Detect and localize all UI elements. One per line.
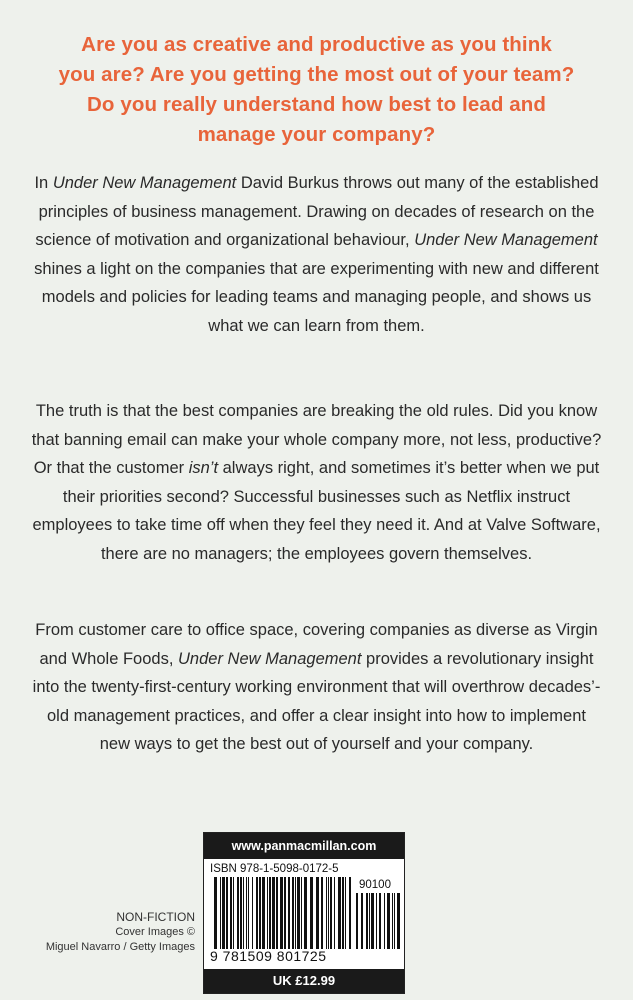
barcode-stripe: [384, 893, 385, 949]
headline-line: manage your company?: [197, 123, 436, 146]
price-label: UK £12.99: [204, 969, 404, 993]
barcode-stripe: [222, 877, 225, 949]
price-barcode: [356, 893, 400, 949]
barcode-stripe: [301, 877, 302, 949]
emphasis: isn’t: [188, 459, 219, 477]
barcode-stripe: [379, 893, 381, 949]
barcode-stripe: [243, 877, 244, 949]
blurb-paragraph-2: The truth is that the best companies are breaking the old rules. Did you know that banning email can make your whole company more, not less, productive? Or that the customer isn’t always right, and sometimes it’s better when we put their priorities second? Successful businesses such as Netflix instruct employees to take time off when they feel they need it. And at Valve Software, there are no managers; the employees govern themselves.: [31, 402, 602, 563]
barcode-stripe: [342, 877, 344, 949]
barcode-stripe: [226, 877, 228, 949]
headline-line: you are? Are you getting the most out of your team?: [58, 63, 575, 86]
barcode-stripe: [284, 877, 286, 949]
barcode-stripe: [387, 893, 390, 949]
barcode-stripe: [248, 877, 249, 949]
credit-line: Miguel Navarro / Getty Images: [45, 941, 195, 953]
barcode-stripe: [328, 877, 329, 949]
barcode-stripe: [240, 877, 242, 949]
barcode-stripe: [252, 877, 253, 949]
barcode-stripe: [338, 877, 341, 949]
barcode-stripe: [356, 893, 358, 949]
barcode-stripe: [310, 877, 313, 949]
barcode-digits: 9 781509 801725: [210, 948, 327, 964]
book-title: Under New Management: [52, 174, 237, 192]
barcode-stripe: [214, 877, 217, 949]
barcode-stripe: [256, 877, 258, 949]
barcode-stripe: [237, 877, 239, 949]
barcode-stripe: [304, 877, 307, 949]
blurb-paragraph-1: In Under New Management David Burkus throws out many of the established principles of business management. Drawing on decades of research on the science of motivation and organizational behaviour, Under New Management shines a light on the companies that are experimenting with new and different models and policies for leading teams and managing people, and shows us what we can learn from them.: [34, 174, 599, 335]
blurb-paragraph-3: From customer care to office space, covering companies as diverse as Virgin and Whole Foods, Under New Management provides a revolutionary insight into the twenty-first-century working environment that will overthrow decades’-old management practices, and offer a clear insight into how to implement new ways to get the best out of yourself and your company.: [32, 621, 601, 753]
barcode-stripe: [366, 893, 368, 949]
barcode-stripe: [295, 877, 296, 949]
barcode-stripe: [272, 877, 275, 949]
barcode-stripe: [371, 893, 374, 949]
barcode-stripe: [334, 877, 335, 949]
image-credit: [46, 910, 195, 955]
barcode-stripe: [349, 877, 351, 949]
barcode-stripe: [233, 877, 234, 949]
barcode-stripe: [267, 877, 268, 949]
credit-line: Cover Images ©: [115, 926, 195, 938]
book-title: Under New Management: [414, 231, 598, 249]
publisher-website: www.panmacmillan.com: [204, 833, 404, 859]
barcode-stripe: [326, 877, 327, 949]
barcode-stripe: [220, 877, 221, 949]
headline-line: Are you as creative and productive as you think: [81, 33, 552, 56]
isbn-barcode: [214, 877, 354, 949]
barcode-stripe: [397, 893, 400, 949]
barcode-stripe: [321, 877, 323, 949]
barcode-stripe: [361, 893, 363, 949]
barcode-stripe: [246, 877, 247, 949]
headline: [40, 30, 593, 150]
barcode-stripe: [394, 893, 395, 949]
isbn-text: ISBN 978-1-5098-0172-5: [210, 863, 339, 875]
barcode-stripe: [259, 877, 261, 949]
headline-line: Do you really understand how best to lead and: [87, 93, 546, 116]
barcode-stripe: [262, 877, 265, 949]
barcode-stripe: [280, 877, 283, 949]
genre-label: NON-FICTION: [116, 910, 195, 924]
barcode-stripe: [376, 893, 377, 949]
barcode-stripe: [230, 877, 232, 949]
barcode-stripe: [292, 877, 294, 949]
book-title: Under New Management: [178, 649, 362, 668]
barcode-stripe: [369, 893, 370, 949]
price-code: 90100: [359, 879, 391, 891]
barcode-stripe: [297, 877, 300, 949]
barcode-stripe: [345, 877, 346, 949]
barcode-stripe: [276, 877, 278, 949]
barcode-panel: [203, 832, 405, 994]
barcode-stripe: [330, 877, 332, 949]
barcode-stripe: [269, 877, 271, 949]
barcode-stripe: [288, 877, 290, 949]
barcode-stripe: [392, 893, 393, 949]
barcode-stripe: [316, 877, 319, 949]
